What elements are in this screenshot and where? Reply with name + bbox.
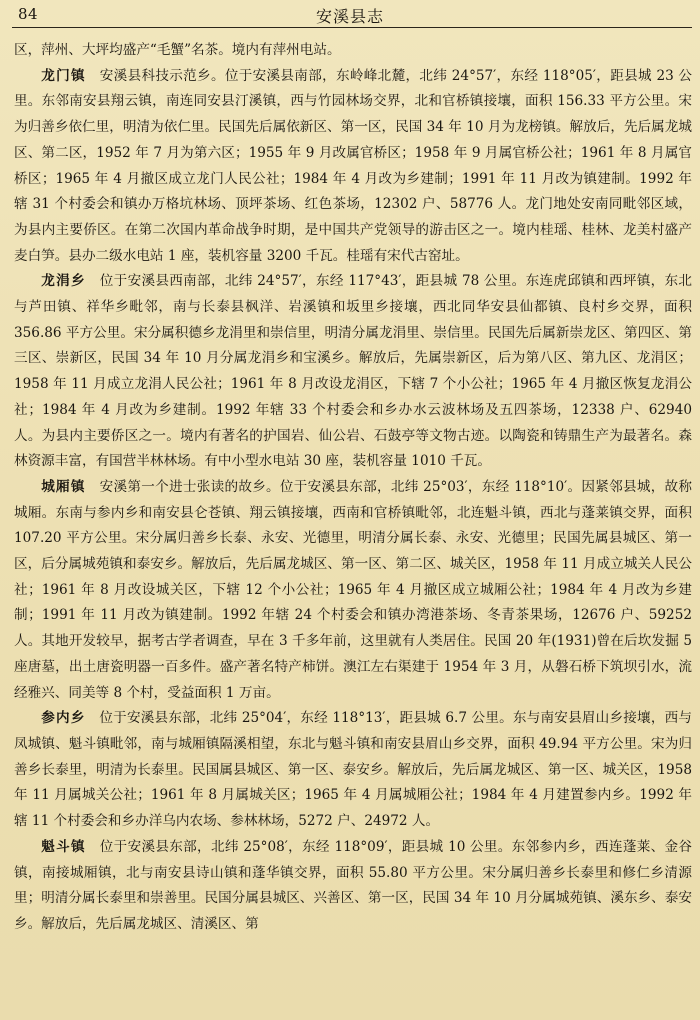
entry-title: 城厢镇: [41, 478, 86, 495]
page-number: 84: [18, 5, 39, 23]
entry-kuidou: [14, 835, 692, 938]
entry-shennei: [14, 706, 692, 835]
entry-title: 魁斗镇: [41, 838, 86, 855]
entry-longjuan: [14, 269, 692, 475]
header-rule: [12, 27, 692, 28]
page-header: [0, 0, 700, 30]
entry-text: 位于安溪县西南部，北纬 24°57′，东经 117°43′，距县城 78 公里。东连虎邱镇和西坪镇，东北与芦田镇、祥华乡毗邻，南与长泰县枫洋、岩溪镇和坂里乡接壤，西北同华安县仙都镇、良村乡交界，面积 356.86 平方公里。宋分属积德乡龙涓里和崇信里，明清分属龙涓里、崇信里。民国先后属新崇龙区、第四区、第三区、崇新区，民国 34 年 10 月分属龙涓乡和宝溪乡。解放后，先属崇新区，后为第八区、第九区、龙涓区；1958 年 11 月成立龙涓人民公社；1961 年 8 月改设龙涓区，下辖 7 个小公社；1965 年 4 月撤区恢复龙涓公社；1984 年 4 月改为乡建制。1992 年辖 33 个村委会和乡办水云波林场及五四茶场，12338 户、62940 人。为县内主要侨区之一。境内有著名的护国岩、仙公岩、石鼓亭等文物古迹。以陶瓷和铸鼎生产为最著名。森林资源丰富，有国营半林林场。有中小型水电站 30 座，装机容量 1010 千瓦。: [14, 273, 693, 470]
entry-continuation: [14, 38, 692, 64]
entry-title: 参内乡: [41, 710, 86, 727]
entry-text: 位于安溪县东部，北纬 25°04′，东经 118°13′，距县城 6.7 公里。东与南安县眉山乡接壤，西与凤城镇、魁斗镇毗邻，南与城厢镇隔溪相望，东北与魁斗镇和南安县眉山乡交界，面积 49.94 平方公里。宋为归善乡长泰里，明清为长泰里。民国属县城区、第一区、泰安乡。解放后，先后属龙城区、第一区、城关区，1958 年 11 月属城关公社；1961 年 8 月属城关区；1965 年 4 月属城厢公社；1984 年 4 月建置参内乡。1992 年辖 11 个村委会和乡办洋乌内农场、参林林场，5272 户、24972 人。: [14, 710, 693, 830]
entry-longmen: [14, 64, 692, 270]
entry-title: 龙涓乡: [41, 273, 86, 290]
entry-text: 位于安溪县东部，北纬 25°08′，东经 118°09′，距县城 10 公里。东邻参内乡，西连蓬莱、金谷镇，南接城厢镇，北与南安县诗山镇和蓬华镇交界，面积 55.80 平方公里。宋分属归善乡长泰里和修仁乡清源里；明清分属长泰里和崇善里。民国分属县城区、兴善区、第一区，民国 34 年 10 月分属城苑镇、溪东乡、泰安乡。解放后，先后属龙城区、清溪区、第: [14, 838, 693, 932]
entry-text: 安溪第一个进士张读的故乡。位于安溪县东部，北纬 25°03′，东经 118°10′。因紧邻县城，故称城厢。东南与参内乡和南安县仑苍镇、翔云镇接壤，西南和官桥镇毗邻，北连魁斗镇，西北与蓬莱镇交界，面积 107.20 平方公里。宋分属归善乡长泰、永安、光德里，明清分属长泰、永安、光德里；民国先属县城区、第一区，后分属城苑镇和泰安乡。解放后，先后属龙城区、第一区、第二区、城关区，1958 年 11 月成立城关人民公社；1961 年 8 月改设城关区，下辖 12 个小公社；1965 年 4 月撤区成立城厢公社；1984 年 4 月改为乡建制；1991 年 11 月改为镇建制。1992 年辖 24 个村委会和镇办湾港茶场、冬青茶果场，12676 户、59252 人。其地开发较早，据考古学者调查，早在 3 千多年前，这里就有人类居住。民国 20 年(1931)曾在后坎发掘 5 座唐墓，出土唐瓷明器一百多件。盛产著名特产柿饼。澳江左右渠建于 1954 年 3 月，从磐石桥下筑坝引水，流经雅兴、同美等 8 个村，受益面积 1 万亩。: [14, 478, 693, 701]
running-title: 安溪县志: [315, 7, 384, 26]
entry-title: 龙门镇: [41, 67, 86, 84]
page-body: [14, 38, 692, 938]
entry-text: 区，萍州、大坪均盛产“毛蟹”名茶。境内有萍州电站。: [14, 42, 341, 58]
entry-text: 安溪县科技示范乡。位于安溪县南部，东岭峰北麓，北纬 24°57′，东经 118°05′，距县城 23 公里。东邻南安县翔云镇，南连同安县汀溪镇，西与竹园林场交界，北和官桥镇接壤，面积 156.33 平方公里。宋为归善乡依仁里，明清为依仁里。民国先后属依新区、第一区，民国 34 年 10 月为龙榜镇。解放后，先后属龙城区、第二区，1952 年 7 月为第六区；1955 年 9 月改属官桥区；1958 年 9 月属官桥公社；1961 年 8 月属官桥区；1965 年 4 月撤区成立龙门人民公社；1984 年 4 月改为乡建制；1991 年 11 月改为镇建制。1992 年辖 31 个村委会和镇办万格坑林场、顶坪茶场、红色茶场，12302 户、58776 人。龙门地处安南同毗邻区域，为县内主要侨区。在第二次国内革命战争时期，是中国共产党领导的游击区之一。境内桂瑶、桂林、龙美村盛产麦白笋。县办二级水电站 1 座，装机容量 3200 千瓦。桂瑶有宋代古窑址。: [14, 67, 693, 264]
entry-chengxiang: [14, 475, 692, 706]
